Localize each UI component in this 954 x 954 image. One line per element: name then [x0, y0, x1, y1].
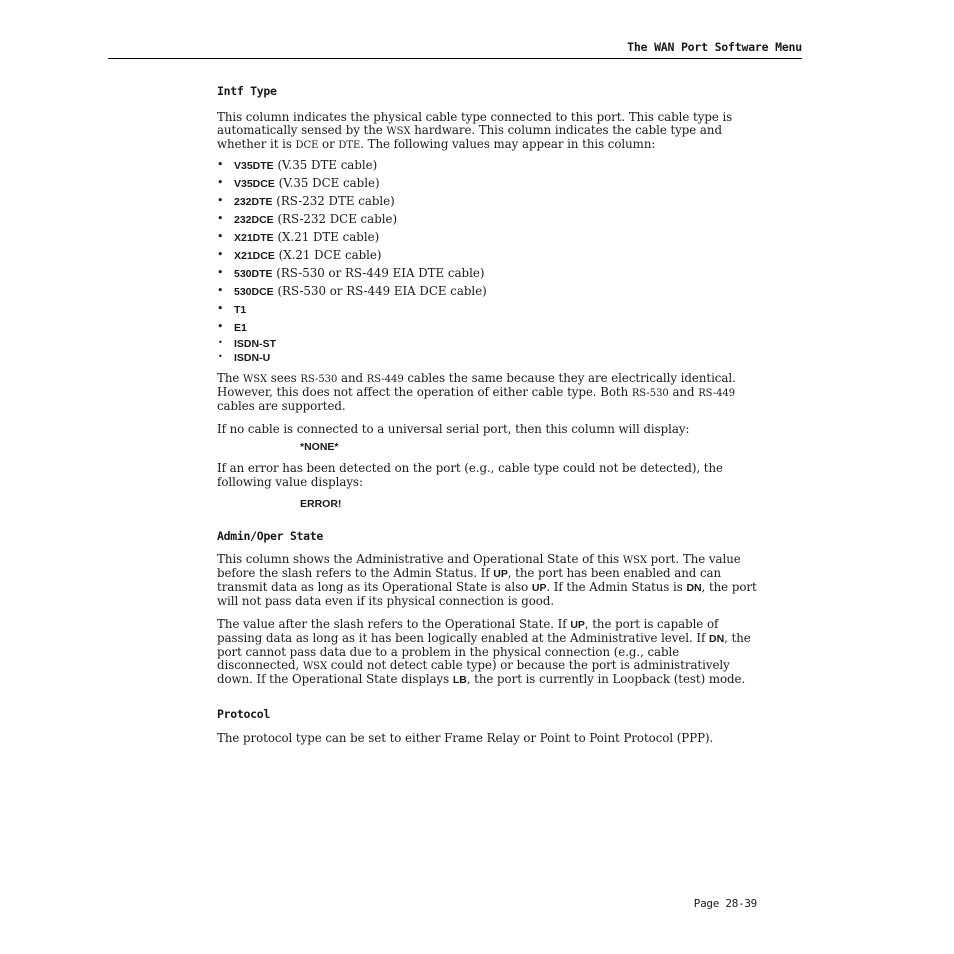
- list-item: • 530DCE (RS-530 or RS-449 EIA DCE cable): [217, 283, 487, 298]
- list-item: • 232DTE (RS-232 DTE cable): [217, 193, 395, 208]
- no-cable-text: If no cable is connected to a universal serial port, then this column will display:: [217, 422, 690, 437]
- list-item: • V35DTE (V.35 DTE cable): [217, 157, 378, 172]
- page-content: [217, 84, 762, 745]
- page-number: Page 28-39: [693, 897, 757, 910]
- list-item: • X21DCE (X.21 DCE cable): [217, 247, 382, 262]
- list-item: • ISDN-U: [218, 351, 271, 364]
- list-item: • E1: [217, 319, 247, 334]
- cables-note: The WSX sees RS-530 and RS-449 cables the same because they are electrically identical. However, this does not affect the operation of either cable type. Both RS-530 and RS-449 cables are supported.: [217, 370, 736, 414]
- list-item: • V35DCE (V.35 DCE cable): [217, 175, 380, 190]
- admin-oper-para2: The value after the slash refers to the Operational State. If UP, the port is capable of passing data as long as it has been logically enabled at the Administrative level. If DN, the port cannot pass data due to a problem in the physical connection (e.g., cable disconnected, WSX could not detect cable type) or because the port is administratively down. If the Operational State displays LB, the port is currently in Loopback (test) mode.: [217, 616, 751, 687]
- list-item: • ISDN-ST: [218, 337, 276, 350]
- intf-type-intro: This column indicates the physical cable type connected to this port. This cable type is automatically sensed by the WSX hardware. This column indicates the cable type and whether it is DCE or DTE. The following values may appear in this column:: [217, 110, 733, 152]
- protocol-text: The protocol type can be set to either Frame Relay or Point to Point Protocol (PPP).: [217, 730, 714, 745]
- list-item: • X21DTE (X.21 DTE cable): [217, 229, 380, 244]
- section-heading-admin-oper: Admin/Oper State: [217, 528, 323, 543]
- list-item: • 232DCE (RS-232 DCE cable): [217, 211, 398, 226]
- error-text: If an error has been detected on the port (e.g., cable type could not be detected), the following value displays:: [217, 461, 723, 489]
- none-value: *NONE*: [300, 441, 339, 454]
- section-heading-intf-type: Intf Type: [217, 84, 277, 98]
- running-header: The WAN Port Software Menu: [627, 40, 802, 54]
- header-rule: [108, 58, 802, 59]
- admin-oper-para1: This column shows the Administrative and Operational State of this WSX port. The value before the slash refers to the Admin Status. If UP, the port has been enabled and can transmit data as long as its Operational State is also UP. If the Admin Status is DN, the port will not pass data even if its physical connection is good.: [217, 551, 757, 609]
- section-heading-protocol: Protocol: [217, 706, 270, 721]
- cable-type-list: [217, 156, 762, 364]
- list-item: • 530DTE (RS-530 or RS-449 EIA DTE cable): [217, 265, 485, 280]
- list-item: • T1: [217, 301, 247, 316]
- error-value: ERROR!: [300, 497, 342, 510]
